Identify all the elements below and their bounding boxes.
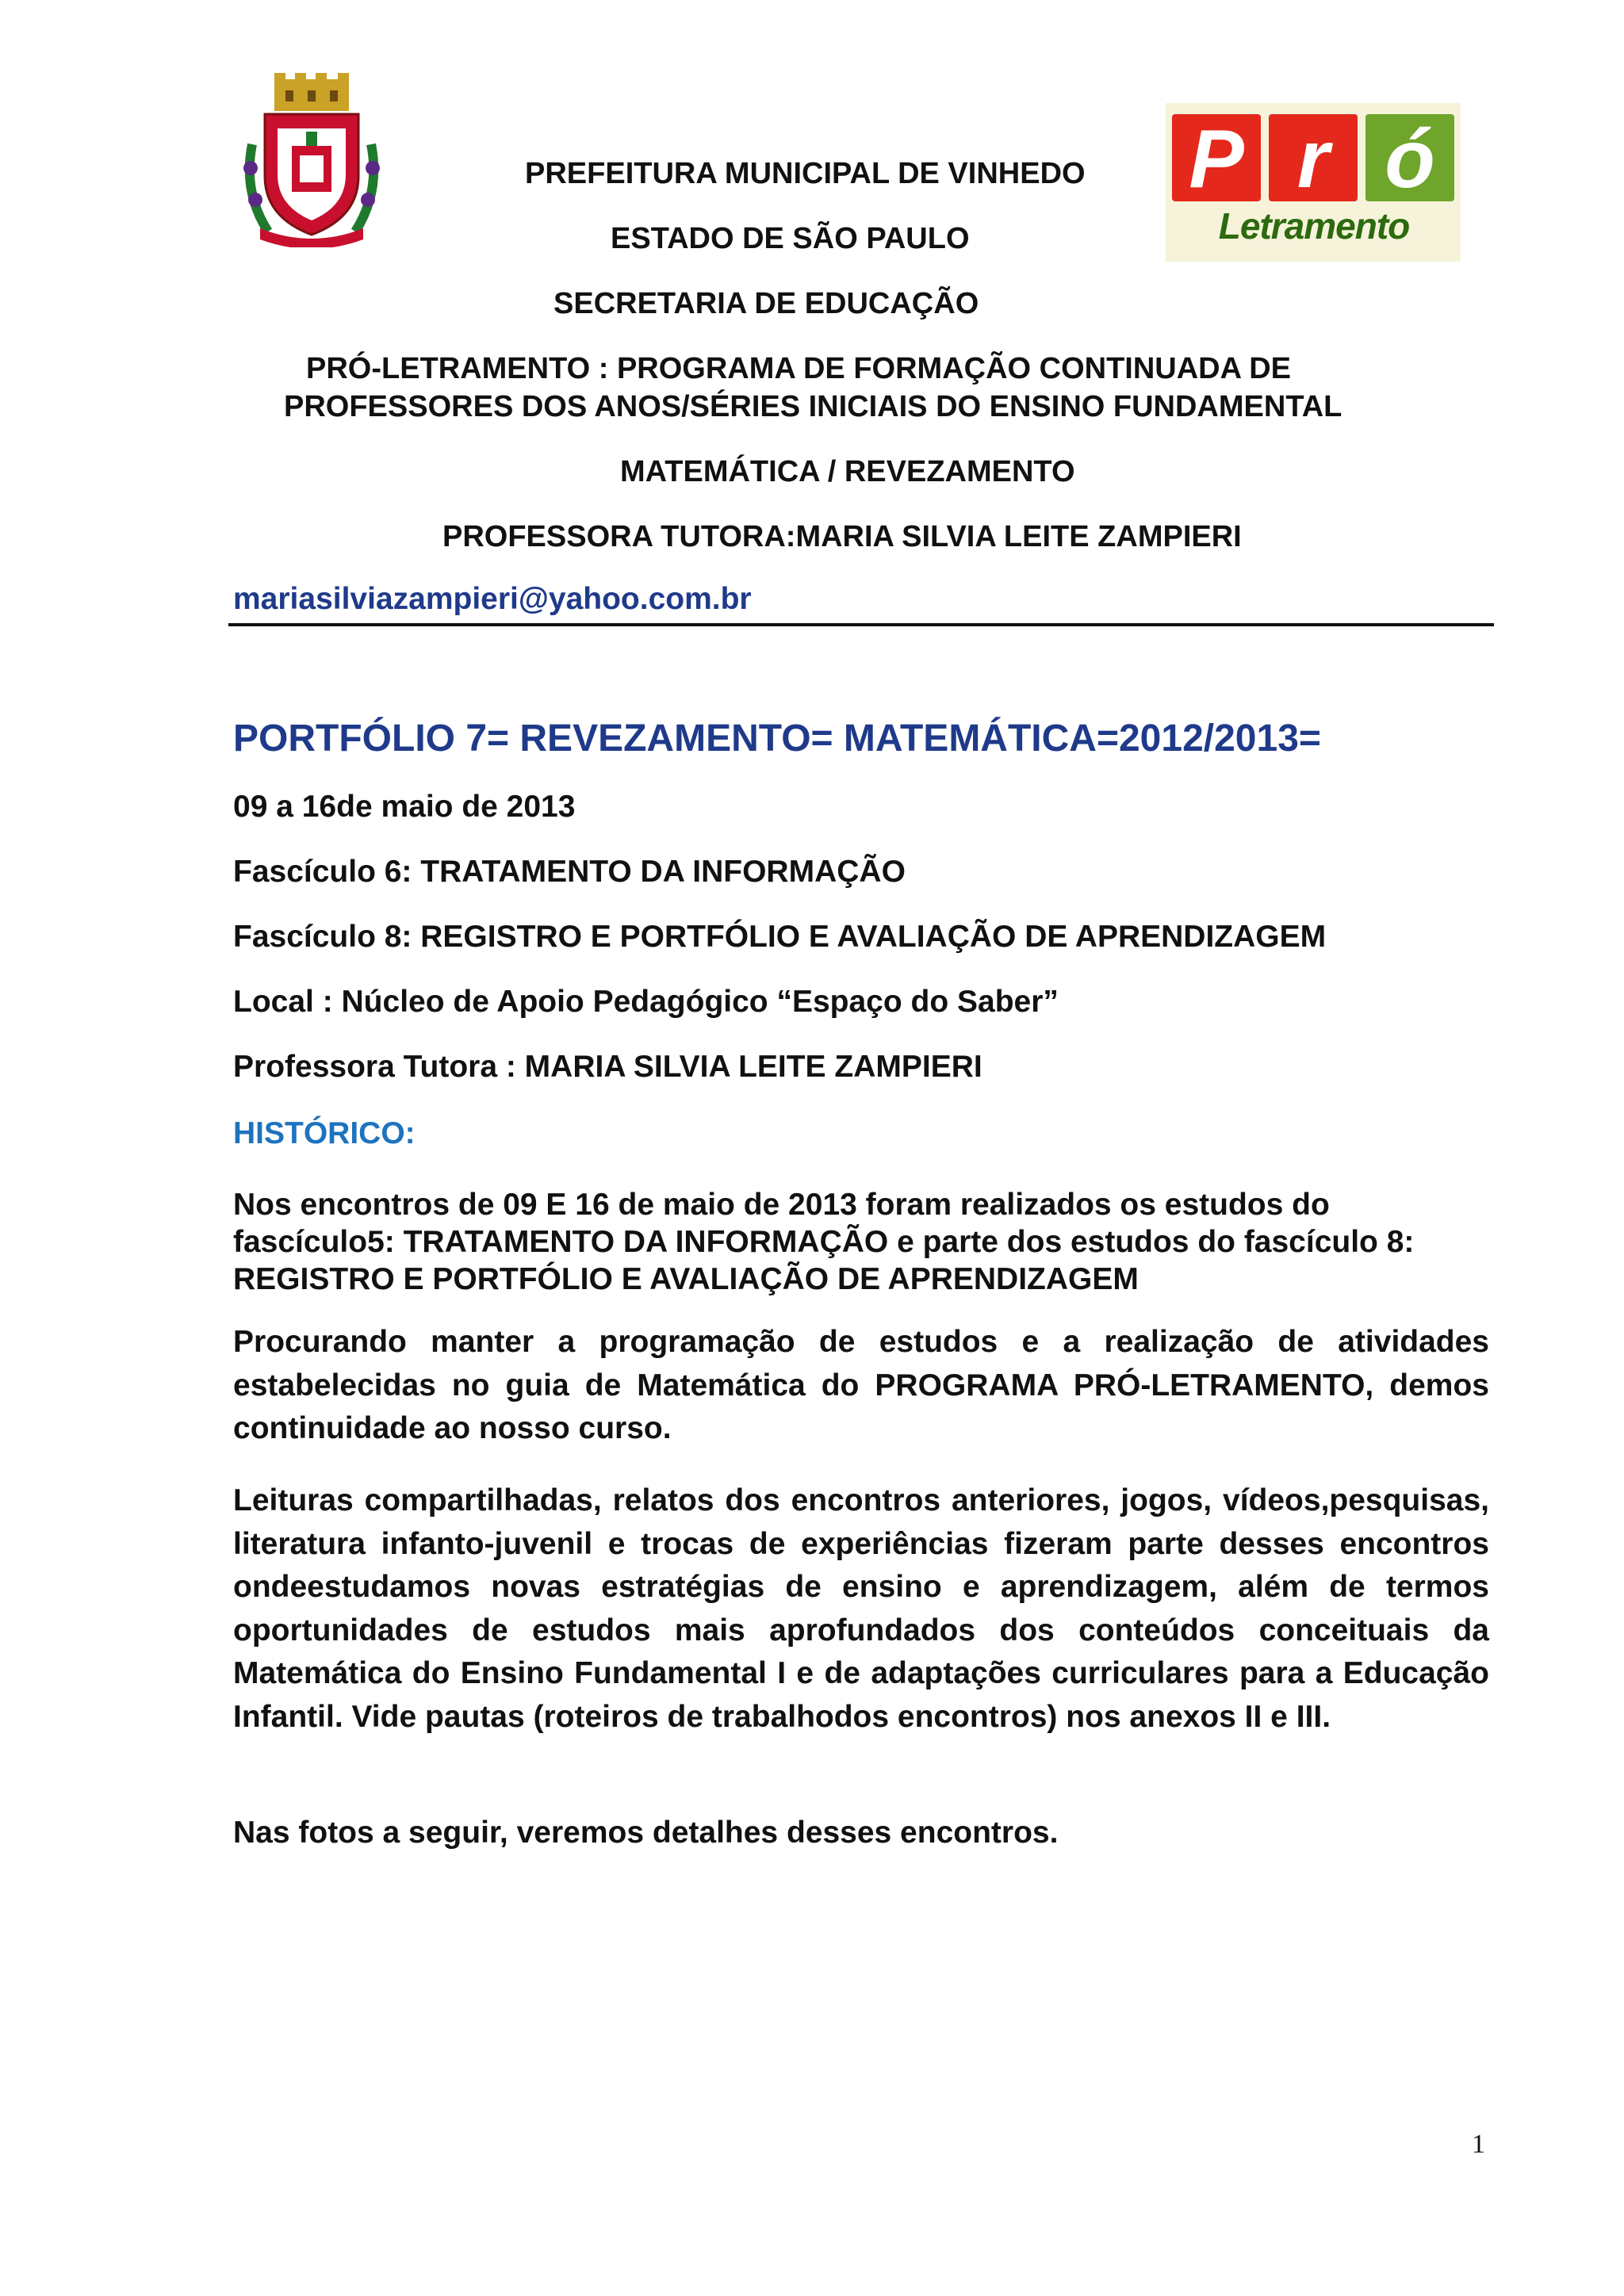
pro-letter-p: P <box>1189 113 1244 205</box>
section-heading-historico: HISTÓRICO: <box>233 1116 416 1150</box>
paragraph-programacao: Procurando manter a programação de estudos e a realização de atividades estabelecidas no guia de Matemática do PROGRAMA PRÓ-LETRAMENTO, demos continuidade ao nosso curso. <box>233 1325 1489 1445</box>
municipal-crest-icon <box>236 73 387 247</box>
header-program-line1: PRÓ-LETRAMENTO : PROGRAMA DE FORMAÇÃO CONTINUADA DE <box>306 352 1291 385</box>
header-state: ESTADO DE SÃO PAULO <box>611 222 970 255</box>
pro-letramento-letters-icon <box>1166 103 1461 205</box>
header-subject: MATEMÁTICA / REVEZAMENTO <box>620 455 1075 488</box>
paragraph-leituras: Leituras compartilhadas, relatos dos encontros anteriores, jogos, vídeos,pesquisas, literatura infanto-juvenil e trocas de experiências fizeram parte desses encontros ondeestudamos novas estratégias de ensino e aprendizagem, além de termos oportunidades de estudos mais aprofundados dos conteúdos conceituais da Matemática do Ensino Fundamental I e de adaptações curriculares para a Educação Infantil. Vide pautas (roteiros de trabalhodos encontros) nos anexos II e III. <box>233 1483 1489 1734</box>
header-divider <box>228 623 1494 626</box>
pro-letter-o: ó <box>1385 113 1435 205</box>
tutor-email-link[interactable]: mariasilviazampieri@yahoo.com.br <box>233 582 752 616</box>
fasciculo-6: Fascículo 6: TRATAMENTO DA INFORMAÇÃO <box>233 855 906 889</box>
page-number: 1 <box>1472 2130 1485 2159</box>
paragraph-fotos: Nas fotos a seguir, veremos detalhes desses encontros. <box>233 1816 1059 1850</box>
header-secretariat: SECRETARIA DE EDUCAÇÃO <box>553 287 979 320</box>
header-tutor: PROFESSORA TUTORA:MARIA SILVIA LEITE ZAMPIERI <box>442 520 1242 553</box>
document-title: PORTFÓLIO 7= REVEZAMENTO= MATEMÁTICA=2012/2013= <box>233 718 1321 760</box>
paragraph-encontros: Nos encontros de 09 E 16 de maio de 2013 foram realizados os estudos do fascículo5: TRATAMENTO DA INFORMAÇÃO e parte dos estudos do fascículo 8: REGISTRO E PORTFÓLIO E AVALIAÇÃO DE APRENDIZAGEM <box>233 1188 1415 1296</box>
fasciculo-8: Fascículo 8: REGISTRO E PORTFÓLIO E AVALIAÇÃO DE APRENDIZAGEM <box>233 920 1327 954</box>
header-program-line2: PROFESSORES DOS ANOS/SÉRIES INICIAIS DO ENSINO FUNDAMENTAL <box>284 390 1342 423</box>
document-date: 09 a 16de maio de 2013 <box>233 790 576 824</box>
location: Local : Núcleo de Apoio Pedagógico “Espaço do Saber” <box>233 985 1059 1019</box>
pro-letter-r: r <box>1297 113 1330 205</box>
letramento-subtitle: Letramento <box>1218 205 1410 247</box>
header-municipality: PREFEITURA MUNICIPAL DE VINHEDO <box>525 157 1086 190</box>
pro-letramento-logo <box>1166 103 1461 262</box>
tutor-name: Professora Tutora : MARIA SILVIA LEITE ZAMPIERI <box>233 1050 982 1084</box>
